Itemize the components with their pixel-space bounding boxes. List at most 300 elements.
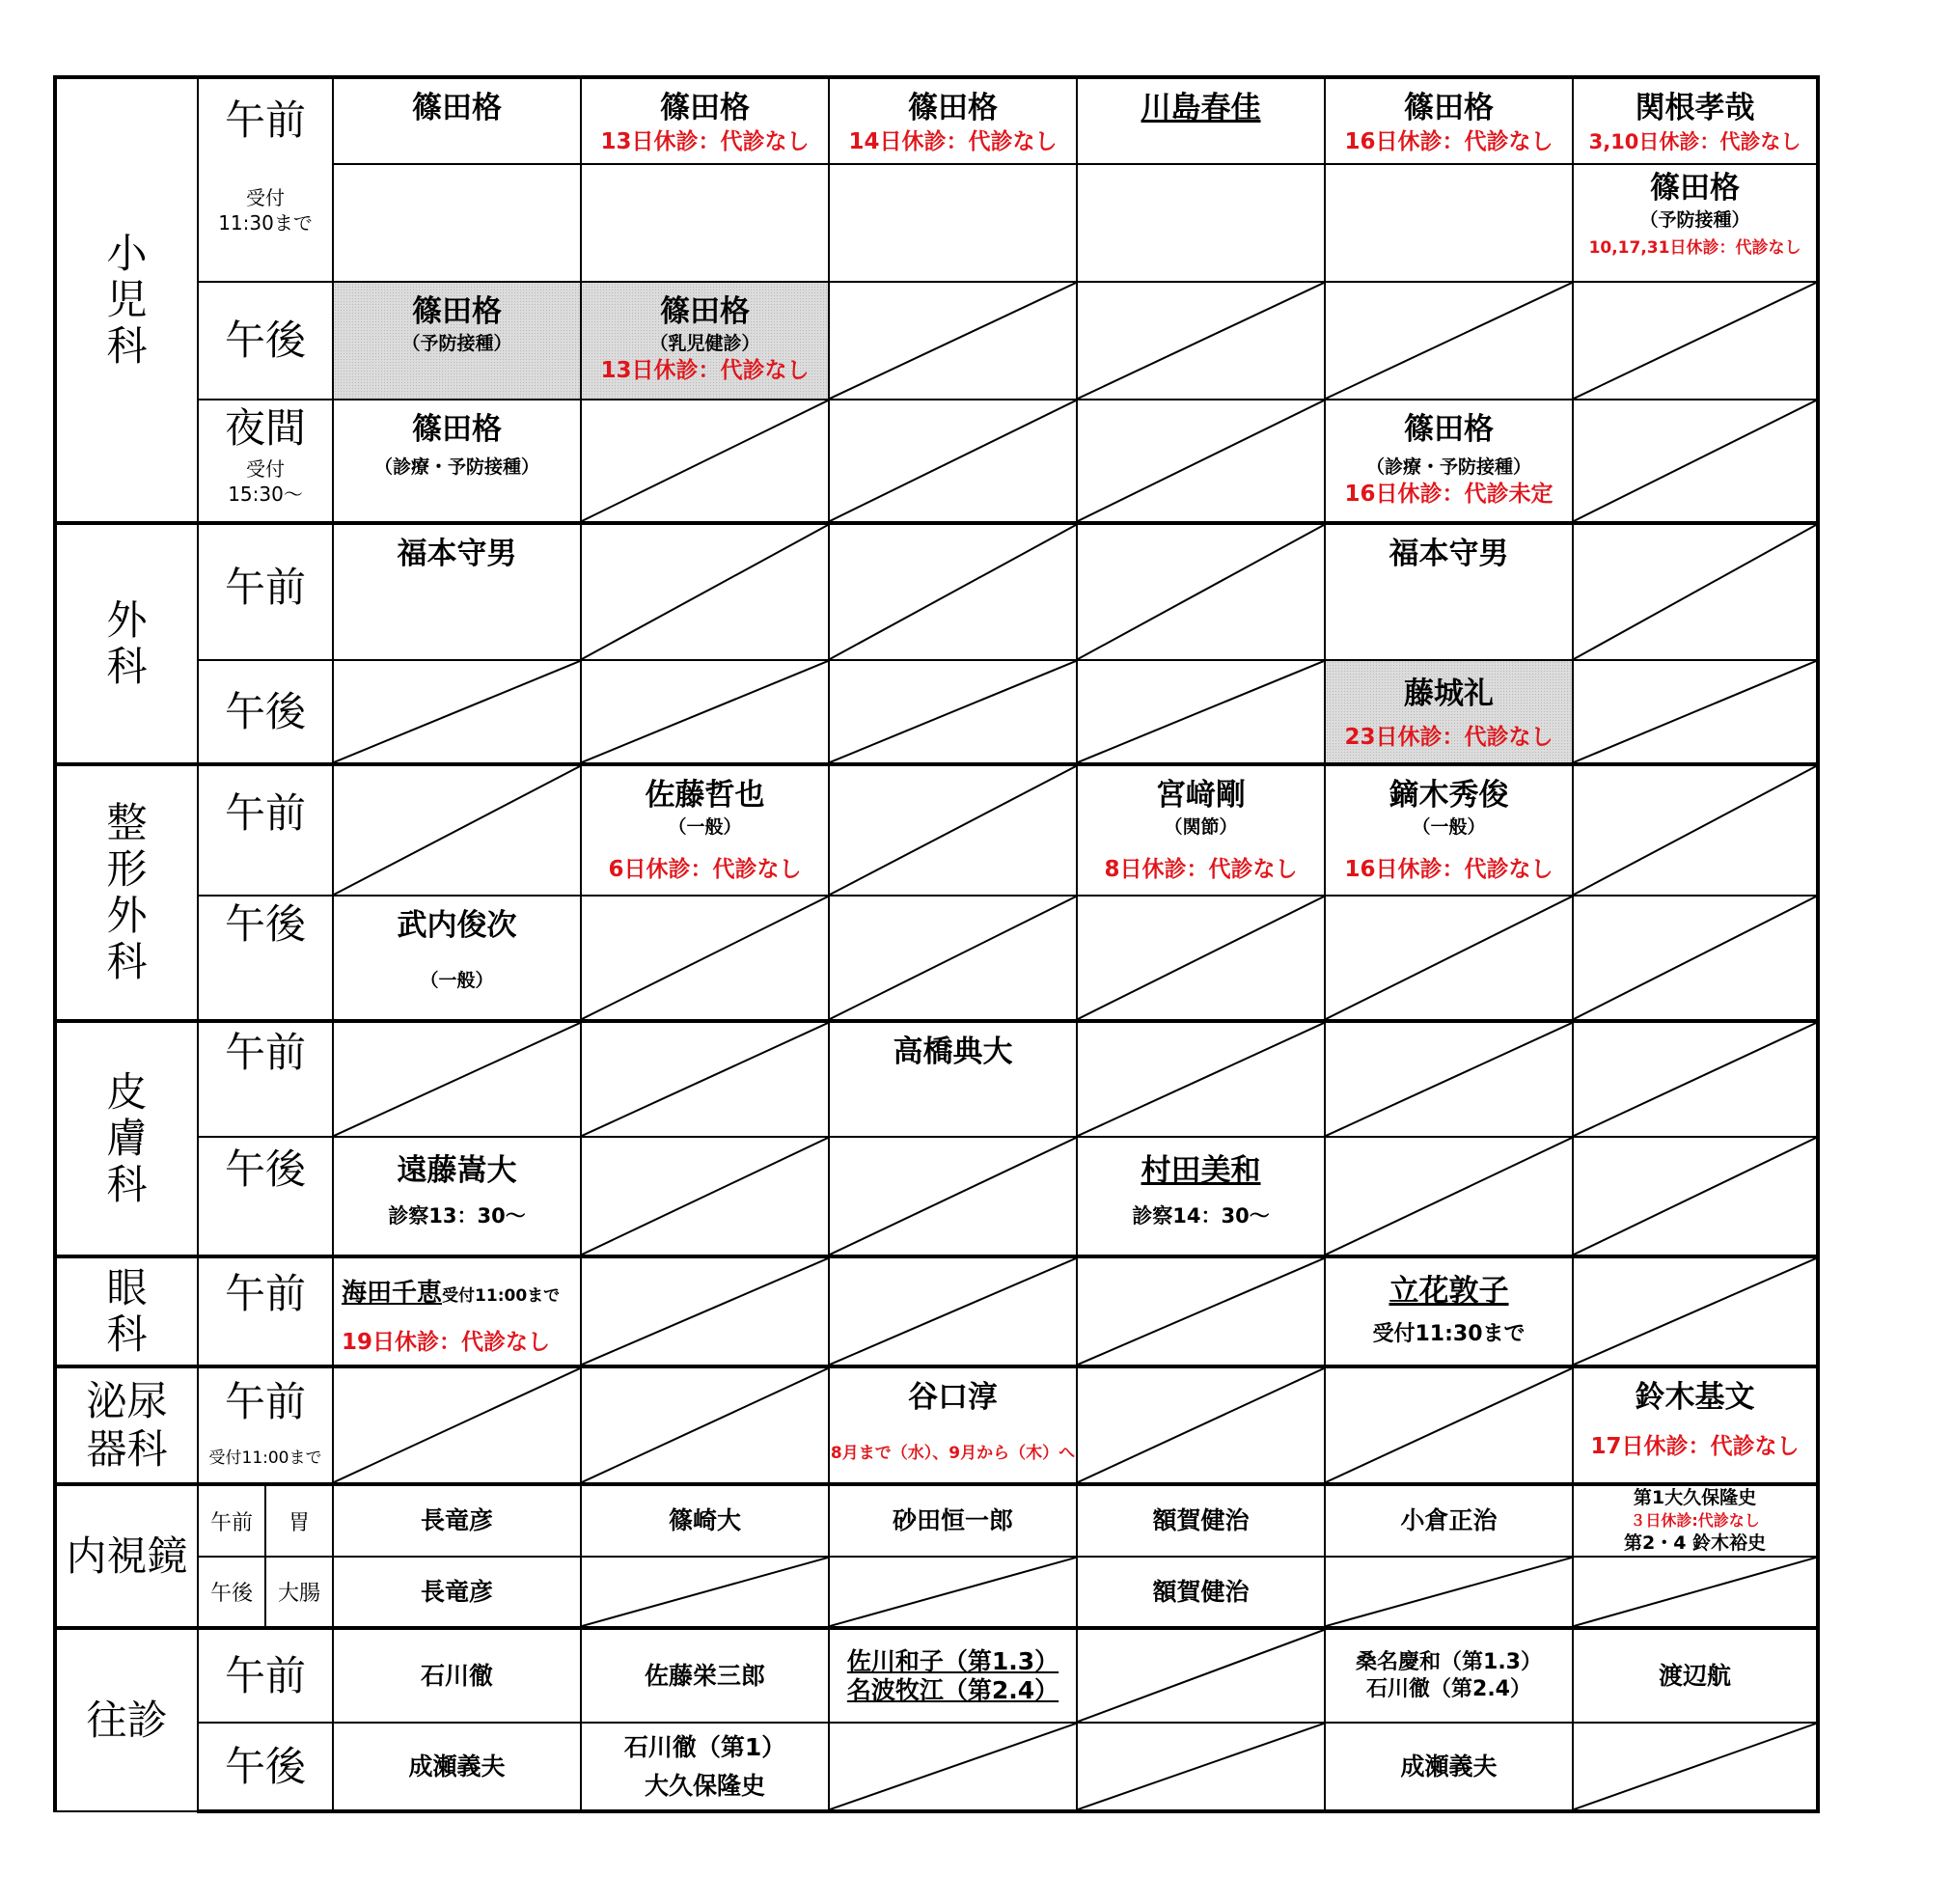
cell-empty: [1077, 1021, 1325, 1137]
cell-empty: [581, 1557, 829, 1628]
diagonal-strike: [582, 1023, 828, 1136]
dept-label: 泌尿: [86, 1377, 168, 1424]
cell-empty: [1077, 896, 1325, 1021]
diagonal-line: [1326, 1368, 1572, 1482]
diagonal-strike: [1326, 1368, 1572, 1482]
doctor-name: 藤城礼: [1404, 676, 1495, 711]
cell-empty: [1325, 1557, 1573, 1628]
doctor-name: 篠田格: [1404, 91, 1495, 125]
dept-uro: [55, 1366, 198, 1484]
doctor-name: 第1大久保隆史: [1633, 1487, 1757, 1508]
diagonal-line: [582, 1558, 828, 1626]
diagonal-strike: [1326, 1558, 1572, 1626]
diagonal-line: [1078, 1724, 1324, 1809]
doctor-name: 佐藤哲也: [645, 778, 765, 813]
session-pm: [198, 1723, 333, 1811]
exam-type: [265, 1484, 333, 1557]
cell-ped-am-fri: [1325, 77, 1573, 164]
session-am: [198, 764, 333, 896]
doctor-name: 高橋典大: [893, 1035, 1013, 1069]
doctor-name: 関根孝哉: [1635, 91, 1755, 125]
diagonal-line: [334, 766, 580, 895]
doctor-name: 鏑木秀俊: [1388, 778, 1509, 813]
exam-type: [265, 1557, 333, 1628]
cell-empty: [829, 400, 1077, 523]
diagonal-strike: [1574, 1023, 1816, 1136]
session-label: 午後: [225, 317, 307, 364]
diagonal-strike: [830, 661, 1076, 762]
outpatient-schedule-table: [53, 75, 1820, 1813]
cell-empty: [829, 1723, 1077, 1811]
diagonal-line: [1078, 283, 1324, 399]
diagonal-line: [1078, 1023, 1324, 1136]
reception-note: 受付: [246, 457, 285, 481]
cell-ped-am2-fri: [1325, 164, 1573, 282]
schedule-change-note: 8月まで（水）、9月から（木）へ: [830, 1444, 1076, 1463]
diagonal-strike: [1078, 897, 1324, 1019]
clinic-type: （診療・予防接種）: [1366, 456, 1532, 478]
cell-ped-am-wed: [829, 77, 1077, 164]
session-am: [198, 1021, 333, 1137]
cell-empty: [1077, 523, 1325, 660]
cell-uro-am-sat: [1573, 1366, 1818, 1484]
diagonal-strike: [830, 1258, 1076, 1365]
diagonal-line: [830, 1558, 1076, 1626]
diagonal-line: [582, 897, 828, 1019]
dept-eye: [55, 1256, 198, 1366]
dept-label: 皮膚科: [106, 1068, 148, 1208]
doctor-name: 遠藤嵩大: [397, 1153, 517, 1188]
diagonal-strike: [1574, 525, 1816, 659]
diagonal-strike: [1078, 1258, 1324, 1365]
cell-ped-pm-tue: [581, 282, 829, 400]
cell-home-am-fri: [1325, 1628, 1573, 1723]
closure-note: 13日休診：代診なし: [600, 358, 810, 383]
diagonal-line: [1078, 661, 1324, 762]
doctor-name: 成瀬義夫: [408, 1752, 506, 1780]
diagonal-strike: [830, 897, 1076, 1019]
dept-derm: [55, 1021, 198, 1256]
doctor-name: 小倉正治: [1400, 1506, 1498, 1534]
diagonal-line: [1326, 283, 1572, 399]
diagonal-line: [830, 1258, 1076, 1365]
cell-empty: [829, 660, 1077, 764]
clinic-type: （診療・予防接種）: [374, 456, 540, 478]
cell-empty: [1077, 282, 1325, 400]
doctor-name: 石川徹（第2.4）: [1366, 1676, 1531, 1701]
session-label: 午前: [225, 1651, 307, 1699]
dept-endo: [55, 1484, 198, 1628]
closure-note: 6日休診：代診なし: [608, 857, 802, 882]
session-label: 午後: [209, 1582, 253, 1606]
dept-label: 眼科: [106, 1264, 148, 1358]
doctor-name: 鈴木基文: [1635, 1380, 1755, 1415]
session-label: 午前: [225, 564, 307, 611]
clinic-type: （一般）: [668, 816, 742, 838]
session-label: 午前: [209, 1510, 253, 1535]
cell-empty: [1573, 764, 1818, 896]
cell-ort-am-tue: [581, 764, 829, 896]
doctor-name: 村田美和: [1141, 1153, 1261, 1188]
cell-empty: [829, 1557, 1077, 1628]
session-label: 午後: [225, 687, 307, 735]
clinic-type: （一般）: [420, 970, 494, 991]
cell-empty: [1325, 282, 1573, 400]
cell-endo-pm-mon: [333, 1557, 581, 1628]
diagonal-strike: [1574, 400, 1816, 521]
diagonal-line: [830, 661, 1076, 762]
cell-empty: [829, 896, 1077, 1021]
diagonal-strike: [830, 1138, 1076, 1255]
diagonal-strike: [1078, 525, 1324, 659]
diagonal-line: [1574, 1558, 1816, 1626]
cell-empty: [333, 1021, 581, 1137]
cell-home-am-mon: [333, 1628, 581, 1723]
cell-empty: [1573, 1557, 1818, 1628]
diagonal-line: [1574, 1258, 1816, 1365]
cell-ped-am-tue: [581, 77, 829, 164]
diagonal-line: [1574, 283, 1816, 399]
diagonal-line: [1326, 1138, 1572, 1255]
diagonal-strike: [830, 525, 1076, 659]
session-am: [198, 1256, 333, 1366]
doctor-name: 篠田格: [412, 294, 503, 329]
diagonal-strike: [334, 1023, 580, 1136]
cell-ped-am2-mon: [333, 164, 581, 282]
cell-empty: [829, 764, 1077, 896]
doctor-name: 篠田格: [660, 91, 751, 125]
session-label: 午後: [225, 900, 307, 948]
diagonal-line: [1078, 1258, 1324, 1365]
closure-note: 13日休診：代診なし: [600, 129, 810, 154]
cell-empty: [581, 896, 829, 1021]
doctor-name: 額賀健治: [1152, 1506, 1250, 1534]
diagonal-line: [1574, 897, 1816, 1019]
cell-home-am-wed: [829, 1628, 1077, 1723]
diagonal-strike: [582, 661, 828, 762]
diagonal-line: [1326, 1558, 1572, 1626]
session-am: [198, 1484, 265, 1557]
session-label: 午前: [225, 1029, 307, 1076]
diagonal-line: [1574, 400, 1816, 521]
dept-label: 器科: [86, 1425, 168, 1473]
session-label: 午前: [225, 97, 307, 144]
closure-note: 3,10日休診：代診なし: [1588, 130, 1801, 153]
session-am: [198, 1366, 333, 1484]
cell-empty: [581, 660, 829, 764]
diagonal-line: [830, 1724, 1076, 1809]
cell-ped-night-mon: [333, 400, 581, 523]
dept-pediatrics: [55, 77, 198, 523]
cell-empty: [1325, 1137, 1573, 1256]
cell-home-am-sat: [1573, 1628, 1818, 1723]
cell-empty: [581, 1021, 829, 1137]
cell-empty: [1077, 1256, 1325, 1366]
doctor-name: 成瀬義夫: [1400, 1752, 1498, 1780]
cell-ped-night-fri: [1325, 400, 1573, 523]
cell-empty: [1573, 896, 1818, 1021]
doctor-name: 砂田恒一郎: [893, 1506, 1014, 1534]
diagonal-strike: [1326, 283, 1572, 399]
cell-ped-am2-wed: [829, 164, 1077, 282]
cell-eye-am-fri: [1325, 1256, 1573, 1366]
doctor-name: 篠田格: [412, 412, 503, 447]
doctor-name: 額賀健治: [1152, 1577, 1250, 1606]
diagonal-line: [334, 1368, 580, 1482]
diagonal-line: [830, 400, 1076, 521]
dept-ortho: [55, 764, 198, 1021]
session-am: [198, 77, 333, 282]
clinic-type: （一般）: [1412, 816, 1486, 838]
diagonal-strike: [1078, 1630, 1324, 1722]
cell-empty: [1573, 1137, 1818, 1256]
doctor-name: 長竜彦: [421, 1506, 494, 1534]
cell-der-am-wed: [829, 1021, 1077, 1137]
closure-note: 14日休診：代診なし: [848, 129, 1058, 154]
diagonal-line: [830, 1138, 1076, 1255]
cell-endo-am-fri: [1325, 1484, 1573, 1557]
diagonal-line: [582, 1023, 828, 1136]
diagonal-line: [582, 1258, 828, 1365]
diagonal-strike: [582, 1138, 828, 1255]
diagonal-strike: [1078, 283, 1324, 399]
session-pm: [198, 1137, 333, 1256]
diagonal-strike: [1574, 661, 1816, 762]
cell-endo-am-mon: [333, 1484, 581, 1557]
diagonal-line: [1326, 1023, 1572, 1136]
diagonal-strike: [1078, 1368, 1324, 1482]
clinic-hours: 診察14：30〜: [1132, 1204, 1270, 1228]
clinic-type: （予防接種）: [401, 333, 512, 354]
diagonal-strike: [334, 661, 580, 762]
cell-empty: [581, 1137, 829, 1256]
diagonal-strike: [830, 1724, 1076, 1809]
session-label: 午前: [225, 789, 307, 837]
cell-empty: [1573, 400, 1818, 523]
doctor-name: 佐川和子（第1.3）: [846, 1646, 1059, 1675]
doctor-name: 海田千恵: [342, 1279, 443, 1308]
cell-empty: [829, 523, 1077, 660]
exam-type-label: 大腸: [278, 1582, 321, 1606]
diagonal-strike: [1574, 1258, 1816, 1365]
cell-der-pm-mon: [333, 1137, 581, 1256]
doctor-name: 福本守男: [1388, 537, 1509, 571]
diagonal-line: [830, 766, 1076, 895]
diagonal-line: [334, 1023, 580, 1136]
cell-empty: [1077, 1366, 1325, 1484]
closure-note: 16日休診：代診未定: [1344, 482, 1553, 507]
doctor-name: 福本守男: [397, 537, 517, 571]
dept-label: 整形外科: [106, 799, 148, 985]
closure-note: 16日休診：代診なし: [1344, 857, 1553, 882]
reception-note: 11:30まで: [218, 211, 313, 235]
cell-empty: [1573, 1256, 1818, 1366]
doctor-name: 宮﨑剛: [1156, 778, 1247, 813]
doctor-name: 大久保隆史: [645, 1771, 766, 1800]
cell-empty: [1325, 896, 1573, 1021]
closure-note: 19日休診：代診なし: [342, 1330, 551, 1355]
diagonal-line: [582, 525, 828, 659]
cell-empty: [1077, 660, 1325, 764]
diagonal-strike: [1574, 1138, 1816, 1255]
doctor-name: 篠田格: [660, 294, 751, 329]
session-am: [198, 523, 333, 660]
cell-eye-am-mon: [333, 1256, 581, 1366]
clinic-hours: 診察13：30〜: [388, 1204, 526, 1228]
diagonal-strike: [1574, 283, 1816, 399]
session-label: 午後: [225, 1145, 307, 1193]
cell-empty: [581, 523, 829, 660]
diagonal-line: [1078, 1630, 1324, 1722]
diagonal-strike: [830, 400, 1076, 521]
cell-empty: [1077, 400, 1325, 523]
session-label: 夜間: [225, 404, 307, 452]
doctor-name: 篠田格: [1404, 412, 1495, 447]
diagonal-line: [1574, 525, 1816, 659]
cell-empty: [333, 1366, 581, 1484]
doctor-name: 谷口淳: [908, 1380, 999, 1415]
diagonal-strike: [582, 1558, 828, 1626]
diagonal-strike: [1078, 1023, 1324, 1136]
cell-ort-am-thu: [1077, 764, 1325, 896]
clinic-type: （関節）: [1164, 816, 1238, 838]
reception-note: 受付11:00まで: [442, 1286, 561, 1306]
diagonal-strike: [582, 400, 828, 521]
dept-surgery: [55, 523, 198, 764]
diagonal-strike: [1078, 1724, 1324, 1809]
cell-empty: [1573, 1723, 1818, 1811]
cell-endo-am-wed: [829, 1484, 1077, 1557]
diagonal-strike: [1574, 897, 1816, 1019]
diagonal-strike: [1326, 1023, 1572, 1136]
closure-note: 8日休診：代診なし: [1104, 857, 1298, 882]
diagonal-strike: [1326, 897, 1572, 1019]
cell-sur-am-fri: [1325, 523, 1573, 660]
diagonal-line: [1574, 1023, 1816, 1136]
session-label: 午前: [225, 1378, 307, 1425]
doctor-name: 第2・4 鈴木裕史: [1623, 1532, 1767, 1554]
cell-empty: [1325, 1366, 1573, 1484]
session-pm: [198, 660, 333, 764]
diagonal-strike: [334, 1368, 580, 1482]
cell-ped-am2-tue: [581, 164, 829, 282]
reception-note: 受付: [246, 186, 285, 209]
doctor-name: 長竜彦: [421, 1577, 494, 1606]
cell-sur-am-mon: [333, 523, 581, 660]
cell-endo-am-sat: [1573, 1484, 1818, 1557]
dept-label: 往診: [86, 1696, 168, 1744]
cell-empty: [1077, 1723, 1325, 1811]
diagonal-strike: [582, 525, 828, 659]
diagonal-line: [1574, 661, 1816, 762]
cell-ped-am-mon: [333, 77, 581, 164]
diagonal-line: [582, 1138, 828, 1255]
doctor-name: 川島春佳: [1141, 91, 1261, 125]
cell-ort-pm-mon: [333, 896, 581, 1021]
cell-empty: [1573, 1021, 1818, 1137]
dept-label: 外科: [106, 596, 148, 690]
diagonal-line: [1574, 1724, 1816, 1809]
cell-empty: [581, 1256, 829, 1366]
cell-endo-pm-thu: [1077, 1557, 1325, 1628]
diagonal-line: [830, 525, 1076, 659]
cell-ped-pm-mon: [333, 282, 581, 400]
cell-empty: [333, 764, 581, 896]
doctor-name: 篠田格: [1650, 171, 1741, 206]
doctor-name: 篠田格: [412, 91, 503, 125]
closure-note: 23日休診：代診なし: [1344, 725, 1553, 750]
diagonal-line: [582, 400, 828, 521]
reception-note: 受付11:30まで: [1372, 1322, 1526, 1346]
cell-ort-am-fri: [1325, 764, 1573, 896]
doctor-name: 立花敦子: [1388, 1274, 1509, 1309]
doctor-name: 石川徹: [421, 1661, 494, 1690]
cell-ped-am-thu: [1077, 77, 1325, 164]
diagonal-strike: [1078, 661, 1324, 762]
doctor-name: 石川徹（第1）: [623, 1732, 786, 1761]
diagonal-line: [1078, 1368, 1324, 1482]
cell-empty: [1573, 282, 1818, 400]
closure-note: ３日休診:代診なし: [1630, 1511, 1760, 1530]
cell-home-am-tue: [581, 1628, 829, 1723]
doctor-name: 佐藤栄三郎: [645, 1661, 766, 1690]
diagonal-strike: [582, 1368, 828, 1482]
cell-empty: [1325, 1021, 1573, 1137]
cell-empty: [829, 1256, 1077, 1366]
cell-sur-pm-fri: [1325, 660, 1573, 764]
doctor-name: 篠崎大: [669, 1506, 742, 1534]
cell-der-pm-thu: [1077, 1137, 1325, 1256]
session-night: [198, 400, 333, 523]
cell-endo-am-thu: [1077, 1484, 1325, 1557]
session-pm: [198, 282, 333, 400]
cell-home-pm-tue: [581, 1723, 829, 1811]
exam-type-label: 胃: [289, 1510, 311, 1535]
cell-empty: [1573, 523, 1818, 660]
clinic-type: （予防接種）: [1639, 209, 1750, 231]
diagonal-strike: [1574, 1558, 1816, 1626]
diagonal-line: [334, 661, 580, 762]
session-pm: [198, 896, 333, 1021]
cell-home-pm-mon: [333, 1723, 581, 1811]
diagonal-strike: [830, 1558, 1076, 1626]
cell-empty: [829, 282, 1077, 400]
reception-note: 受付11:00まで: [208, 1449, 322, 1468]
closure-note: 10,17,31日休診：代診なし: [1588, 238, 1801, 258]
cell-home-pm-fri: [1325, 1723, 1573, 1811]
reception-note: 15:30〜: [228, 483, 303, 506]
cell-empty: [829, 1137, 1077, 1256]
dept-home: [55, 1628, 198, 1811]
doctor-name: 武内俊次: [397, 908, 517, 943]
session-pm: [198, 1557, 265, 1628]
diagonal-strike: [334, 766, 580, 895]
closure-note: 17日休診：代診なし: [1590, 1434, 1800, 1459]
diagonal-strike: [1574, 766, 1816, 895]
closure-note: 16日休診：代診なし: [1344, 129, 1553, 154]
cell-empty: [1573, 660, 1818, 764]
diagonal-line: [582, 1368, 828, 1482]
doctor-name: 渡辺航: [1659, 1661, 1732, 1690]
diagonal-line: [1574, 766, 1816, 895]
dept-label: 小児科: [106, 230, 148, 370]
cell-ped-am2-thu: [1077, 164, 1325, 282]
dept-label: 内視鏡: [66, 1531, 188, 1580]
diagonal-line: [1078, 525, 1324, 659]
cell-uro-am-wed: [829, 1366, 1077, 1484]
doctor-name: 桑名慶和（第1.3）: [1356, 1649, 1542, 1674]
diagonal-strike: [830, 283, 1076, 399]
